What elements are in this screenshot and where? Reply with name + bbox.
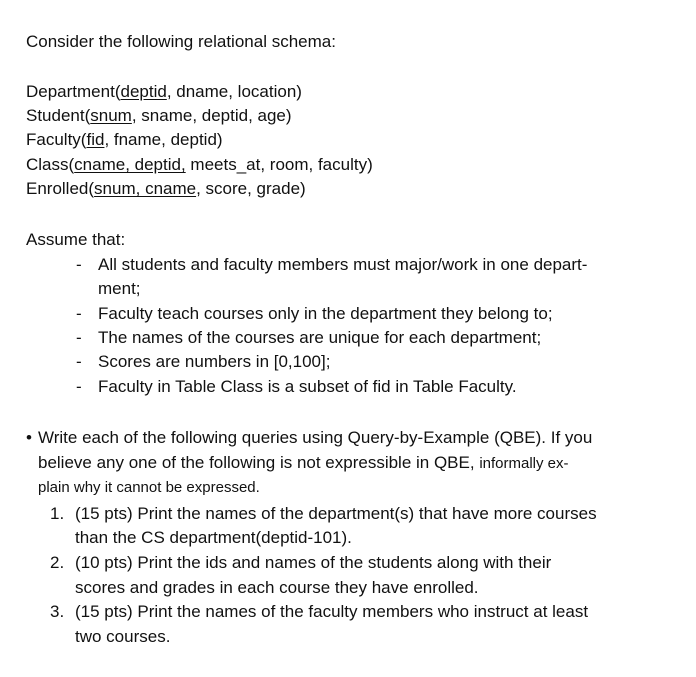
bullet-icon: • — [26, 428, 32, 447]
dash-bullet: - — [76, 352, 82, 371]
schema-department — [26, 82, 302, 102]
schema-attrs: meets_at, room, faculty) — [185, 155, 373, 174]
question-number: 3. — [50, 602, 65, 621]
task-line3: plain why it cannot be expressed. — [38, 479, 260, 496]
schema-key: snum — [90, 106, 132, 125]
task-line1: Write each of the following queries using Query-by-Example (QBE). If you — [38, 428, 593, 447]
task-line2a: believe any one of the following is not expressible in QBE, — [38, 453, 480, 472]
schema-attrs: , score, grade) — [196, 179, 306, 198]
schema-attrs: , dname, location) — [166, 82, 302, 101]
schema-enrolled — [26, 179, 306, 199]
assumption-5: Faculty in Table Class is a subset of fid in Table Faculty. — [98, 377, 517, 396]
question-1-line1: (15 pts) Print the names of the department(s) that have more courses — [75, 504, 597, 523]
question-3-line2: two courses. — [75, 627, 171, 646]
intro-text: Consider the following relational schema: — [26, 32, 336, 51]
schema-attrs: , fname, deptid) — [104, 130, 223, 149]
assumption-1-line2: ment; — [98, 279, 141, 298]
question-number: 2. — [50, 553, 65, 572]
question-3-line1: (15 pts) Print the names of the faculty members who instruct at least — [75, 602, 589, 621]
assumption-3: The names of the courses are unique for each department; — [98, 328, 542, 347]
assumption-1-line1: All students and faculty members must major/work in one depart- — [98, 255, 588, 274]
schema-key: snum, cname — [94, 179, 197, 198]
question-number: 1. — [50, 504, 65, 523]
dash-bullet: - — [76, 255, 82, 274]
task-line2b: informally ex- — [479, 455, 569, 472]
assume-heading: Assume that: — [26, 230, 126, 249]
schema-key: fid — [86, 130, 105, 149]
schema-student — [26, 106, 292, 126]
schema-faculty — [26, 130, 223, 150]
question-2-line2: scores and grades in each course they have enrolled. — [75, 578, 479, 597]
question-1-line2: than the CS department(deptid-101). — [75, 528, 352, 547]
dash-bullet: - — [76, 377, 82, 396]
schema-name: Student( — [26, 106, 91, 125]
schema-name: Enrolled( — [26, 179, 95, 198]
task-line2 — [38, 453, 569, 474]
schema-key: deptid — [120, 82, 167, 101]
assumption-2: Faculty teach courses only in the department they belong to; — [98, 304, 553, 323]
dash-bullet: - — [76, 328, 82, 347]
schema-attrs: , sname, deptid, age) — [131, 106, 292, 125]
schema-name: Class( — [26, 155, 75, 174]
question-2-line1: (10 pts) Print the ids and names of the students along with their — [75, 553, 552, 572]
schema-class — [26, 155, 373, 175]
schema-name: Department( — [26, 82, 121, 101]
dash-bullet: - — [76, 304, 82, 323]
assumption-4: Scores are numbers in [0,100]; — [98, 352, 331, 371]
schema-key: cname, deptid, — [74, 155, 186, 174]
schema-name: Faculty( — [26, 130, 87, 149]
